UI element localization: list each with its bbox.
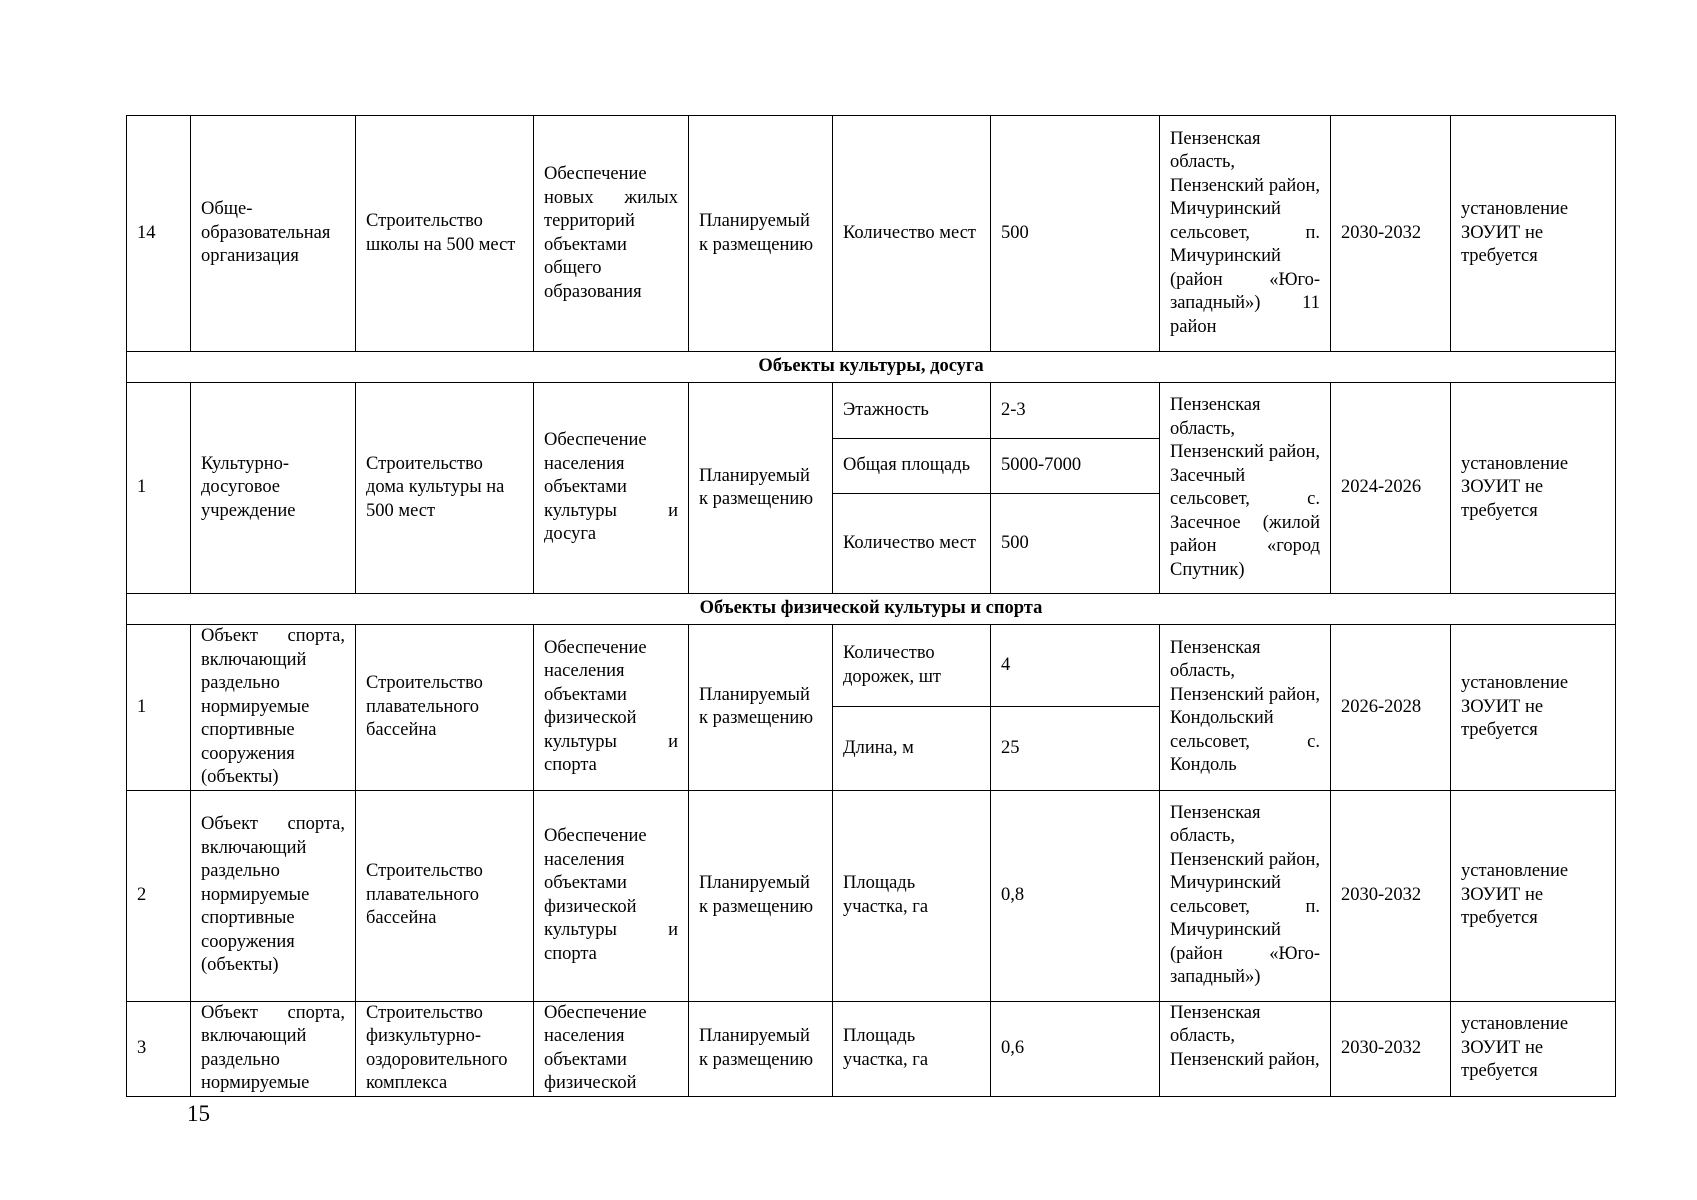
object-period: 2030-2032 [1331, 116, 1451, 352]
object-status: Планируемый к размещению [689, 383, 833, 594]
table-row [127, 790, 1616, 1001]
zouit-note: установление ЗОУИТ не требуется [1451, 625, 1616, 791]
zouit-note: установление ЗОУИТ не требуется [1451, 383, 1616, 594]
object-location: Пензенская область, Пензенский район, Засечный сельсовет, с. Засечное (жилой район «город Спутник) [1160, 383, 1331, 594]
row-number: 3 [127, 1001, 191, 1096]
object-action: Строительство школы на 500 мест [356, 116, 534, 352]
object-name: Культурно-досуговое учреждение [191, 383, 356, 594]
object-name: Объект спорта, включающий раздельно нормируемые [191, 1001, 356, 1096]
param-value: 0,6 [991, 1001, 1160, 1096]
param-name: Количество мест [833, 494, 991, 594]
object-period: 2030-2032 [1331, 790, 1451, 1001]
object-action: Строительство плавательного бассейна [356, 790, 534, 1001]
object-location: Пензенская область, Пензенский район, Мичуринский сельсовет, п. Мичуринский (район «Юго-западный») [1160, 790, 1331, 1001]
object-purpose: Обеспечение населения объектами физической культуры и спорта [534, 790, 689, 1001]
object-location: Пензенская область, Пензенский район, Мичуринский сельсовет, п. Мичуринский (район «Юго-западный») 11 район [1160, 116, 1331, 352]
section-title: Объекты физической культуры и спорта [127, 594, 1616, 625]
table-row [127, 383, 1616, 439]
param-value: 4 [991, 625, 1160, 707]
row-number: 1 [127, 383, 191, 594]
param-value: 25 [991, 707, 1160, 790]
object-action: Строительство физкультурно-оздоровительного комплекса [356, 1001, 534, 1096]
object-status: Планируемый к размещению [689, 625, 833, 791]
row-number: 2 [127, 790, 191, 1001]
param-value: 2-3 [991, 383, 1160, 439]
zouit-note: установление ЗОУИТ не требуется [1451, 116, 1616, 352]
section-header-row [127, 594, 1616, 625]
param-value: 5000-7000 [991, 439, 1160, 494]
param-name: Общая площадь [833, 439, 991, 494]
object-status: Планируемый к размещению [689, 1001, 833, 1096]
section-title: Объекты культуры, досуга [127, 352, 1616, 383]
object-action: Строительство плавательного бассейна [356, 625, 534, 791]
row-number: 1 [127, 625, 191, 791]
object-action: Строительство дома культуры на 500 мест [356, 383, 534, 594]
object-status: Планируемый к размещению [689, 790, 833, 1001]
object-name: Объект спорта, включающий раздельно нормируемые спортивные сооружения (объекты) [191, 790, 356, 1001]
zouit-note: установление ЗОУИТ не требуется [1451, 1001, 1616, 1096]
param-name: Количество мест [833, 116, 991, 352]
row-number: 14 [127, 116, 191, 352]
param-name: Площадь участка, га [833, 1001, 991, 1096]
object-name: Объект спорта, включающий раздельно нормируемые спортивные сооружения (объекты) [191, 625, 356, 791]
object-purpose: Обеспечение населения объектами физической [534, 1001, 689, 1096]
object-location: Пензенская область, Пензенский район, [1160, 1001, 1331, 1096]
object-status: Планируемый к размещению [689, 116, 833, 352]
object-period: 2024-2026 [1331, 383, 1451, 594]
object-purpose: Обеспечение населения объектами культуры и досуга [534, 383, 689, 594]
param-name: Длина, м [833, 707, 991, 790]
object-period: 2026-2028 [1331, 625, 1451, 791]
section-header-row [127, 352, 1616, 383]
param-value: 500 [991, 494, 1160, 594]
param-name: Этажность [833, 383, 991, 439]
param-name: Площадь участка, га [833, 790, 991, 1001]
param-value: 500 [991, 116, 1160, 352]
table-row [127, 116, 1616, 352]
param-name: Количество дорожек, шт [833, 625, 991, 707]
planned-objects-table [126, 115, 1616, 1097]
object-purpose: Обеспечение населения объектами физической культуры и спорта [534, 625, 689, 791]
object-purpose: Обеспечение новых жилых территорий объектами общего образования [534, 116, 689, 352]
table-row [127, 1001, 1616, 1096]
object-name: Обще-образовательная организация [191, 116, 356, 352]
table-row [127, 625, 1616, 707]
object-location: Пензенская область, Пензенский район, Кондольский сельсовет, с. Кондоль [1160, 625, 1331, 791]
param-value: 0,8 [991, 790, 1160, 1001]
zouit-note: установление ЗОУИТ не требуется [1451, 790, 1616, 1001]
page-number: 15 [187, 1101, 210, 1126]
object-period: 2030-2032 [1331, 1001, 1451, 1096]
